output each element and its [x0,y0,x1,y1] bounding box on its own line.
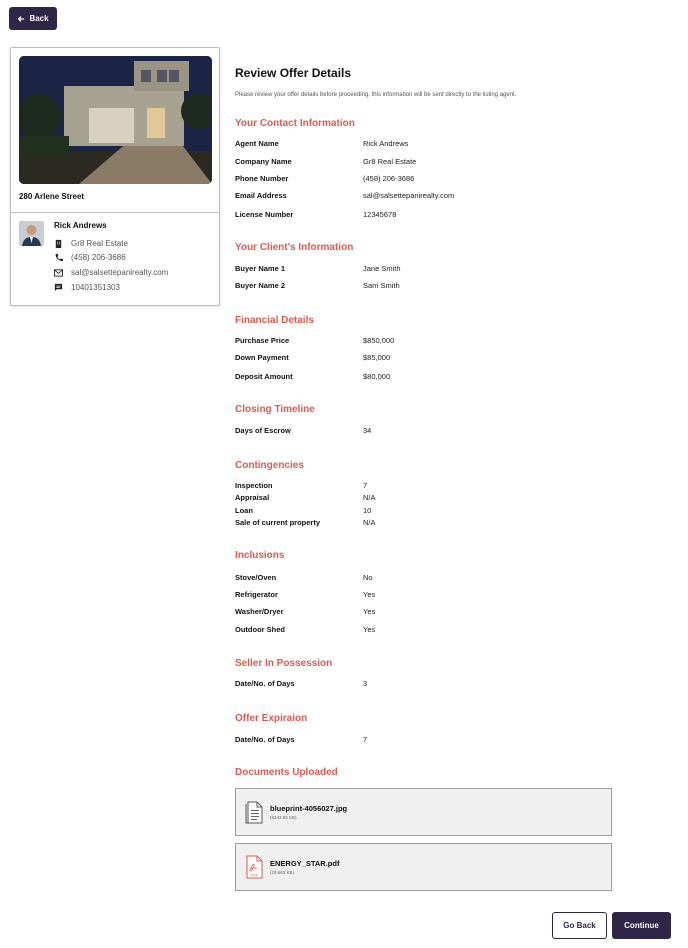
agent-phone-text: (458) 206-3686 [71,253,126,262]
document-item[interactable] [235,843,612,891]
info-row: Loan 10 [235,506,372,515]
building-icon [54,239,63,248]
info-row: Inspection 7 [235,481,368,490]
pdf-icon [244,854,264,880]
message-icon [54,283,63,292]
info-row: Purchase Price $850,000 [235,336,395,345]
agent-license [54,283,120,292]
page-subtitle: Please review your offer details before proceeding, this information will be sent directly to the listing agent. [235,92,517,98]
info-row: Email Address sal@salsettepanirealty.com [235,191,455,200]
info-row: Outdoor Shed Yes [235,625,376,634]
continue-button[interactable]: Continue [612,912,671,939]
info-row: Date/No. of Days 3 [235,679,368,688]
document-size: (29.663 KB) [270,870,295,875]
avatar [19,221,44,246]
info-row: Buyer Name 1 Jane Smith [235,264,401,273]
document-name: blueprint-4056027.jpg [270,804,348,813]
document-name: ENERGY_STAR.pdf [270,859,340,868]
go-back-button[interactable]: Go Back [552,912,607,939]
back-button[interactable] [9,7,57,30]
document-item[interactable] [235,788,612,836]
agent-email-text: sal@salsettepanirealty.com [71,268,169,277]
section-contact: Your Contact Information [235,118,355,129]
info-row: Phone Number (458) 206-3686 [235,174,415,183]
property-card [10,47,220,306]
agent-company-text: Gr8 Real Estate [71,239,128,248]
agent-name: Rick Andrews [54,221,107,230]
arrow-left-icon [17,15,25,23]
info-row: Down Payment $85,000 [235,353,391,362]
info-row: Date/No. of Days 7 [235,735,368,744]
card-divider [11,212,219,213]
page-title: Review Offer Details [235,66,352,80]
section-possession: Seller In Possession [235,658,333,669]
document-size: (6243.95 KB) [270,815,297,820]
info-row: Stove/Oven No [235,573,373,582]
info-row: Days of Escrow 34 [235,426,372,435]
section-contingencies: Contingencies [235,460,304,471]
info-row: License Number 12345678 [235,210,397,219]
section-client: Your Client's Information [235,242,354,253]
info-row: Buyer Name 2 Sam Smith [235,281,400,290]
back-button-label: Back [29,14,49,23]
info-row: Sale of current property N/A [235,518,376,527]
agent-company [54,239,128,248]
info-row: Company Name Gr8 Real Estate [235,157,417,166]
section-closing: Closing Timeline [235,404,315,415]
property-address: 280 Arlene Street [19,192,85,201]
info-row: Agent Name Rick Andrews [235,139,409,148]
document-icon [244,799,264,825]
info-row: Refrigerator Yes [235,590,376,599]
phone-icon [54,253,63,262]
agent-license-text: 10401351303 [71,283,120,292]
property-photo [19,56,212,184]
agent-phone [54,253,126,262]
info-row: Appraisal N/A [235,493,376,502]
svg-text:PDF: PDF [251,873,258,878]
agent-email [54,268,168,277]
info-row: Deposit Amount $80,000 [235,372,391,381]
section-inclusions: Inclusions [235,550,285,561]
info-row: Washer/Dryer Yes [235,607,376,616]
section-documents: Documents Uploaded [235,767,338,778]
section-financial: Financial Details [235,315,314,326]
section-expiration: Offer Expiraion [235,713,308,724]
mail-icon [54,268,63,277]
